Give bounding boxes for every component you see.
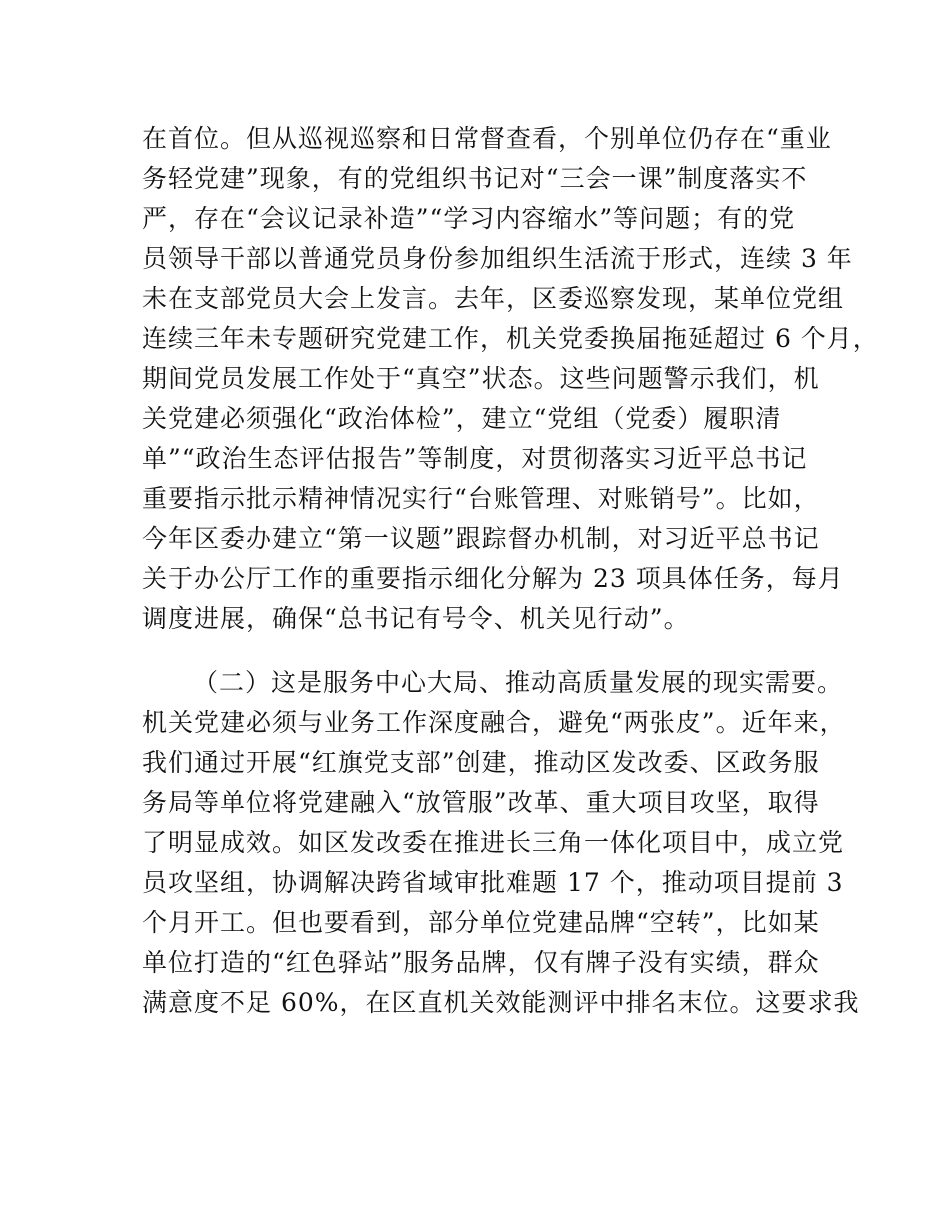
text-line: 员攻坚组，协调解决跨省域审批难题 17 个，推动项目提前 3: [142, 868, 844, 897]
text-line: 严，存在“会议记录补造”“学习内容缩水”等问题；有的党: [142, 204, 796, 233]
text-line: 了明显成效。如区发改委在推进长三角一体化项目中，成立党: [142, 828, 845, 857]
text-line: 单”“政治生态评估报告”等制度，对贯彻落实习近平总书记: [142, 444, 808, 473]
text-line: 单位打造的“红色驿站”服务品牌，仅有牌子没有实绩，群众: [142, 948, 820, 977]
text-line: 满意度不足 60%，在区直机关效能测评中排名末位。这要求我: [142, 988, 860, 1017]
text-line: 今年区委办建立“第一议题”跟踪督办机制，对习近平总书记: [142, 524, 820, 553]
text-line: 务轻党建”现象，有的党组织书记对“三会一课”制度落实不: [142, 164, 808, 193]
text-line: 期间党员发展工作处于“真空”状态。这些问题警示我们，机: [142, 364, 820, 393]
text-line: 调度进展，确保“总书记有号令、机关见行动”。: [142, 604, 690, 633]
text-line: 连续三年未专题研究党建工作，机关党委换届拖延超过 6 个月，: [142, 324, 879, 353]
text-line: 重要指示批示精神情况实行“台账管理、对账销号”。比如，: [142, 484, 820, 513]
text-line: 务局等单位将党建融入“放管服”改革、重大项目攻坚，取得: [142, 788, 820, 817]
text-line: 机关党建必须与业务工作深度融合，避免“两张皮”。近年来，: [142, 708, 846, 737]
text-line: 员领导干部以普通党员身份参加组织生活流于形式，连续 3 年: [142, 244, 853, 273]
text-line: 关于办公厅工作的重要指示细化分解为 23 项具体任务，每月: [142, 564, 844, 593]
text-line: 关党建必须强化“政治体检”，建立“党组（党委）履职清: [142, 404, 782, 433]
text-line: 未在支部党员大会上发言。去年，区委巡察发现，某单位党组: [142, 284, 845, 313]
text-line: 我们通过开展“红旗党支部”创建，推动区发改委、区政务服: [142, 748, 820, 777]
text-line: 个月开工。但也要看到，部分单位党建品牌“空转”，比如某: [142, 908, 820, 937]
section-heading-line: （二）这是服务中心大局、推动高质量发展的现实需要。: [193, 668, 844, 697]
text-line: 在首位。但从巡视巡察和日常督查看，个别单位仍存在“重业: [142, 124, 832, 153]
